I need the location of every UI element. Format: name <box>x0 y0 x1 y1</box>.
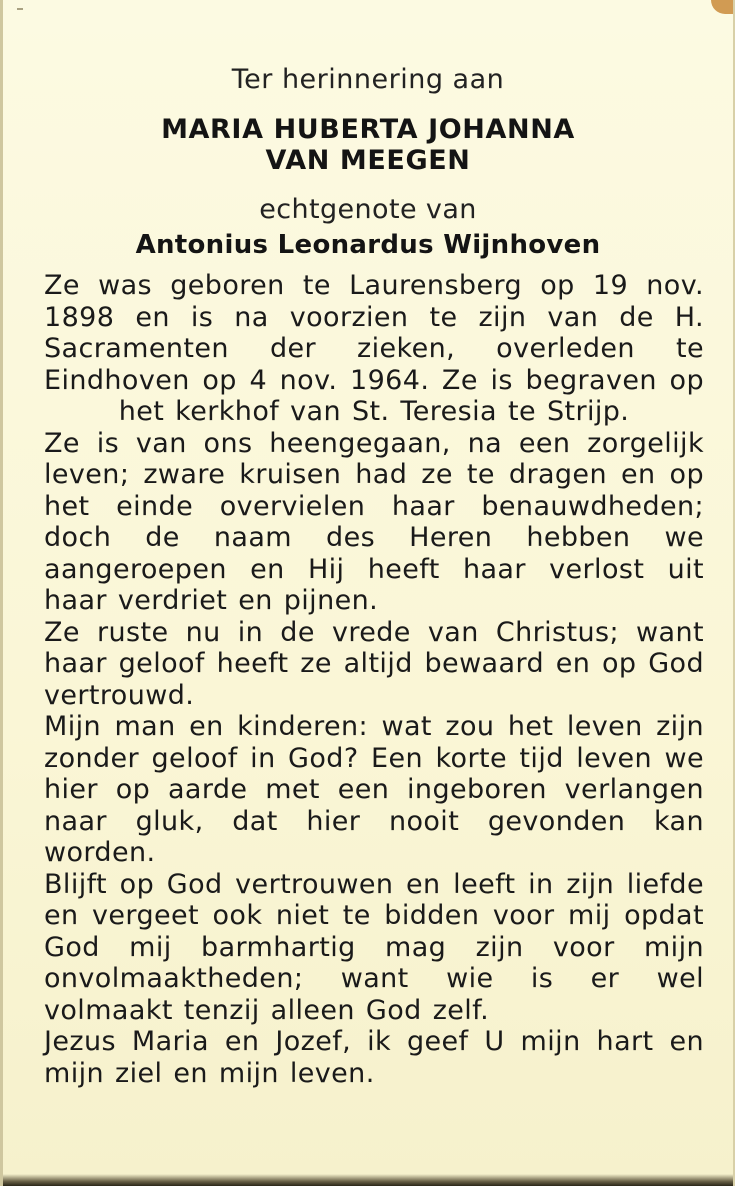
deceased-name-line-1: MARIA HUBERTA JOHANNA <box>161 114 575 145</box>
paper-mark <box>17 8 23 10</box>
memorial-text <box>44 270 704 1089</box>
spouse-name: Antonius Leonardus Wijnhoven <box>135 230 601 260</box>
paragraph-biography: Ze was geboren te Laurensberg op 19 nov. 1898 en is na voorzien te zijn van de H. Sacramenten der zieken, overleden te Eindhoven op 4 nov. 1964. Ze is begraven op het kerkhof van St. Teresia te Strijp. <box>44 270 704 427</box>
paragraph-prayer: Jezus Maria en Jozef, ik geef U mijn hart en mijn ziel en mijn leven. <box>44 1026 704 1089</box>
paragraph-peace: Ze ruste nu in de vrede van Christus; want haar geloof heeft ze altijd bewaard en op God vertrouwd. <box>44 616 704 711</box>
spouse-label: echtgenote van <box>259 194 477 225</box>
deceased-name-line-2: VAN MEEGEN <box>265 145 471 176</box>
paragraph-trust: Blijft op God vertrouwen en leeft in zijn liefde en vergeet ook niet te bidden voor mij opdat God mij barmhartig mag zijn voor mijn onvolmaaktheden; want wie is er wel volmaakt tenzij alleen God zelf. <box>44 868 704 1026</box>
corner-stain <box>711 0 733 14</box>
intro-line: Ter herinnering aan <box>231 64 505 95</box>
deceased-name <box>3 114 733 176</box>
paragraph-family: Mijn man en kinderen: wat zou het leven zijn zonder geloof in God? Een korte tijd leven we hier op aarde met een ingeboren verlangen naar gluk, dat hier nooit gevonden kan worden. <box>44 711 704 868</box>
paragraph-life: Ze is van ons heengegaan, na een zorgelijk leven; zware kruisen had ze te dragen en op het einde overvielen haar benauwdheden; doch de naam des Heren hebben we aangeroepen en Hij heeft haar verlost uit haar verdriet en pijnen. <box>44 427 704 616</box>
scan-bottom-edge <box>3 1174 733 1186</box>
